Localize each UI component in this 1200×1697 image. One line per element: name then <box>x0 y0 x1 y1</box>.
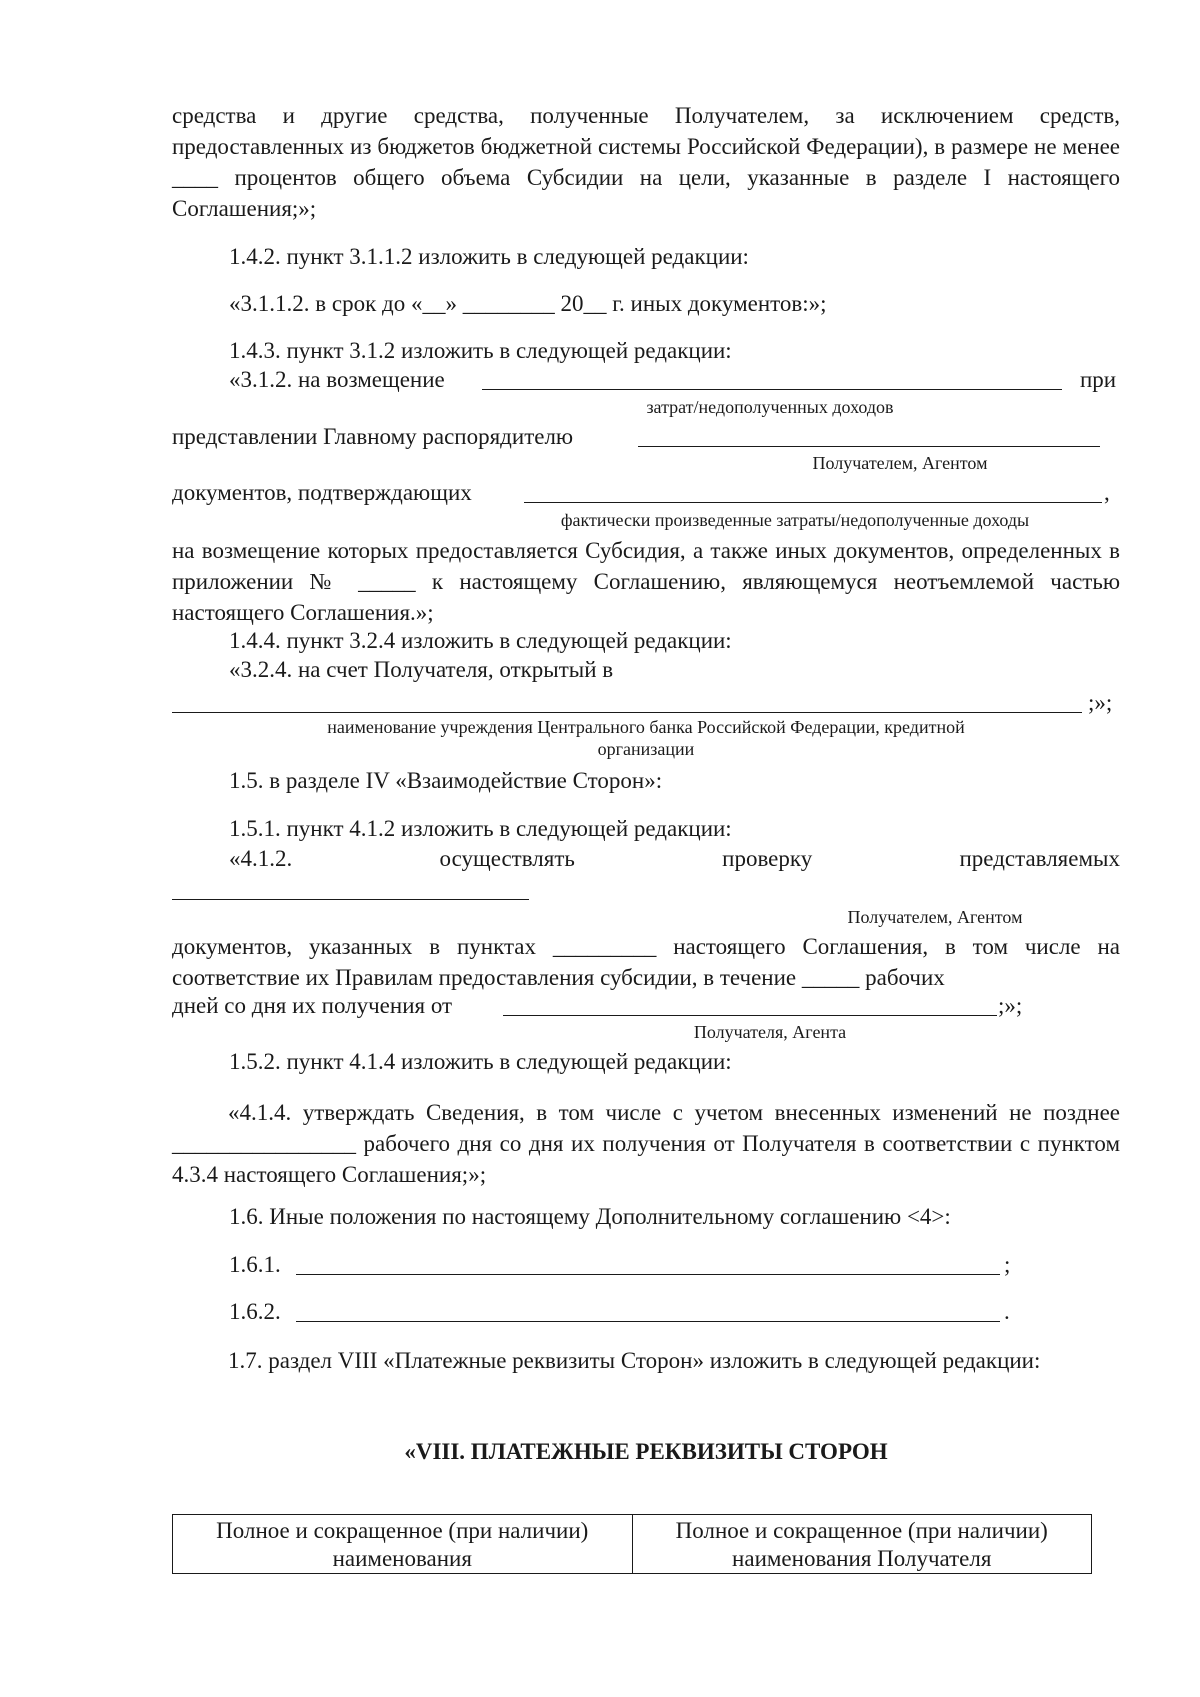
blank-1-6-1 <box>296 1274 1000 1275</box>
hint-recipient-agent-1: Получателем, Агентом <box>812 453 988 473</box>
blank-recipient-agent-3 <box>503 1015 997 1016</box>
item-1-5-2: 1.5.2. пункт 4.1.4 изложить в следующей редакции: <box>229 1049 732 1074</box>
item-1-4-3: 1.4.3. пункт 3.1.2 изложить в следующей редакции: <box>229 338 732 363</box>
table-cell-left: Полное и сокращенное (при наличии) наименования <box>173 1515 633 1574</box>
blank-bank <box>172 712 1082 713</box>
paragraph-intro: средства и другие средства, полученные Получателем, за исключением средств, предоставленных из бюджетов бюджетной системы Российской Федерации), в размере не менее ____ процентов общего объема Субсидии на цели, указанные в разделе I настоящего Соглашения;»; <box>172 103 1120 221</box>
item-3-1-2-start: «3.1.2. на возмещение <box>229 367 445 392</box>
item-3-1-1-2: «3.1.1.2. в срок до «__» ________ 20__ г. иных документов:»; <box>229 291 827 316</box>
item-1-6-1: 1.6.1. <box>229 1252 281 1277</box>
section-heading: «VIII. ПЛАТЕЖНЫЕ РЕКВИЗИТЫ СТОРОН <box>404 1439 888 1464</box>
paragraph-documents-check: документов, указанных в пунктах _________ настоящего Соглашения, в том числе на соответствие их Правилам предоставления субсидии, в течение _____ рабочих <box>172 934 1120 990</box>
item-1-6-2: 1.6.2. <box>229 1299 281 1324</box>
item-3-2-4: «3.2.4. на счет Получателя, открытый в <box>229 657 614 682</box>
hint-recipient-agent-2: Получателем, Агентом <box>847 907 1023 927</box>
paragraph-4-1-4: «4.1.4. утверждать Сведения, в том числе с учетом внесенных изменений не позднее ________________ рабочего дня со дня их получения от Получателя в соответствии с пунктом 4.3.4 настоящего Соглашения;»; <box>172 1100 1120 1187</box>
line-presenting: представлении Главному распорядителю <box>172 424 574 449</box>
line-documents: документов, подтверждающих <box>172 480 472 505</box>
table-row <box>173 1515 1092 1574</box>
item-4-1-2-word-2: осуществлять <box>439 846 575 871</box>
item-1-4-2: 1.4.2. пункт 3.1.1.2 изложить в следующей редакции: <box>229 244 749 269</box>
item-1-6-1-end: ; <box>1004 1252 1011 1277</box>
comma: , <box>1104 480 1110 505</box>
item-4-1-2-word-1: «4.1.2. <box>229 846 293 871</box>
blank-actual-costs <box>524 502 1102 503</box>
item-1-5-1: 1.5.1. пункт 4.1.2 изложить в следующей редакции: <box>229 816 732 841</box>
paragraph-1-7: 1.7. раздел VIII «Платежные реквизиты Сторон» изложить в следующей редакции: <box>228 1348 1041 1373</box>
line-days-from: дней со дня их получения от <box>172 993 453 1018</box>
hint-actual-costs: фактически произведенные затраты/недополученные доходы <box>560 510 1030 530</box>
item-4-1-2-row <box>229 845 1120 873</box>
item-4-1-2-word-3: проверку <box>722 846 813 871</box>
blank-recipient-agent-2 <box>172 899 529 900</box>
table-cell-right: Полное и сокращенное (при наличии) наименования Получателя <box>632 1515 1092 1574</box>
item-1-5: 1.5. в разделе IV «Взаимодействие Сторон»: <box>229 768 663 793</box>
requisites-table <box>172 1514 1092 1574</box>
blank-1-6-2 <box>296 1321 1000 1322</box>
item-1-4-4: 1.4.4. пункт 3.2.4 изложить в следующей редакции: <box>229 628 732 653</box>
item-1-6-2-end: . <box>1004 1299 1010 1324</box>
item-3-1-2-end: при <box>1080 367 1117 392</box>
blank-recipient-agent-1 <box>638 446 1100 447</box>
end-semicolon-1: ;»; <box>1088 690 1113 715</box>
hint-bank-line1: наименование учреждения Центрального банка Российской Федерации, кредитной <box>327 717 965 737</box>
end-semicolon-2: ;»; <box>998 993 1023 1018</box>
hint-bank-line2: организации <box>597 739 695 759</box>
paragraph-reimbursement: на возмещение которых предоставляется Субсидия, а также иных документов, определенных в приложении № _____ к настоящему Соглашению, являющемуся неотъемлемой частью настоящего Соглашения.»; <box>172 538 1120 625</box>
hint-recipient-agent-3: Получателя, Агента <box>693 1022 847 1042</box>
item-4-1-2-word-4: представляемых <box>959 846 1120 871</box>
item-1-6: 1.6. Иные положения по настоящему Дополнительному соглашению <4>: <box>229 1204 951 1229</box>
blank-costs <box>482 389 1062 390</box>
hint-costs: затрат/недополученных доходов <box>646 397 894 417</box>
